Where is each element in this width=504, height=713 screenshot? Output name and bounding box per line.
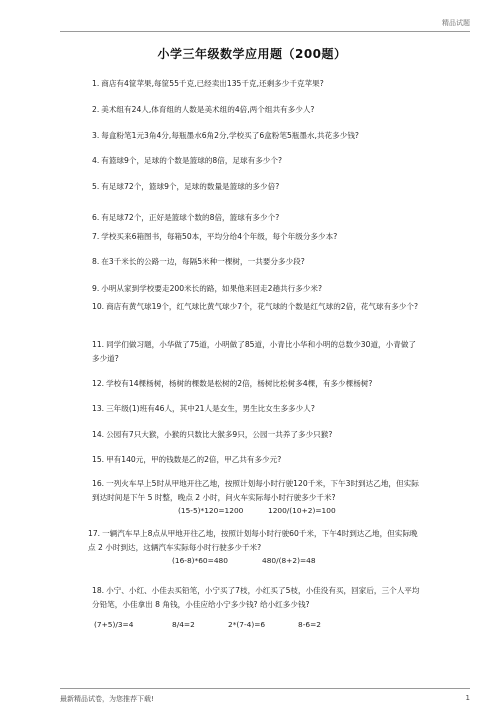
- answer-16-step-2: 1200/(10+2)=100: [268, 506, 336, 515]
- header-rule: [60, 31, 470, 32]
- question-12: 12. 学校有14棵杨树，杨树的棵数是松树的2倍，杨树比松树多4棵，有多少棵杨树?: [92, 379, 373, 388]
- footer-note: 最新精品试卷，为您推荐下载!: [60, 695, 154, 703]
- answer-18-step-2: 8/4=2: [172, 620, 195, 629]
- question-4: 4. 有篮球9个，足球的个数是篮球的8倍，足球有多少个?: [92, 156, 283, 165]
- question-1: 1. 商店有4筐苹果,每筐55千克,已经卖出135千克,还剩多少千克苹果?: [92, 79, 324, 88]
- question-8: 8. 在3千米长的公路一边，每隔5米种一棵树，一共要分多少段?: [92, 257, 305, 266]
- answer-18-step-4: 8-6=2: [298, 620, 321, 629]
- header-label: 精品试题: [442, 19, 470, 27]
- question-18: 18. 小宁、小红、小佳去买铅笔，小宁买了7枝，小红买了5枝，小佳没有买，回家后，三个人平均分铅笔，小佳拿出 8 角钱，小佳应给小宁多少钱? 给小红多少钱?: [92, 586, 420, 609]
- answer-18-step-3: 2*(7-4)=6: [228, 620, 266, 629]
- question-2: 2. 美术组有24人,体育组的人数是美术组的4倍,两个组共有多少人?: [92, 105, 315, 114]
- question-10: 10. 商店有黄气球19个，红气球比黄气球少7个，花气球的个数是红气球的2倍，花气球有多少个?: [92, 302, 418, 311]
- answer-18-step-1: (7+5)/3=4: [94, 620, 134, 629]
- footer-rule: [60, 688, 470, 689]
- question-16: 16. 一列火车早上5时从甲地开往乙地，按照计划每小时行驶120千米，下午3时到达乙地，但实际到达时间是下午 5 时整，晚点 2 小时，问火车实际每小时行驶多少千米?: [92, 479, 419, 502]
- answer-16-step-1: (15-5)*120=1200: [178, 506, 244, 515]
- question-11: 11. 同学们做习题，小华做了75道，小明做了85道，小青比小华和小明的总数少30道，小青做了多少道?: [92, 340, 417, 363]
- page-number: 1: [465, 694, 470, 702]
- question-13: 13. 三年级(1)班有46人，其中21人是女生，男生比女生多多少人?: [92, 404, 315, 413]
- question-17: 17. 一辆汽车早上8点从甲地开往乙地，按照计划每小时行驶60千米，下午4时到达乙地，但实际晚点 2 小时到达，这辆汽车实际每小时行驶多少千米?: [88, 529, 418, 552]
- question-14: 14. 公园有7只大猴，小猴的只数比大猴多9只，公园一共养了多少只猴?: [92, 430, 333, 439]
- question-7: 7. 学校买来6箱图书，每箱50本，平均分给4个年级，每个年级分多少本?: [92, 232, 338, 241]
- page-title: 小学三年级数学应用题（200题）: [157, 47, 347, 61]
- answer-17-step-1: (16-8)*60=480: [172, 556, 228, 565]
- question-5: 5. 有足球72个，篮球9个，足球的数量是篮球的多少倍?: [92, 182, 280, 191]
- question-15: 15. 甲有140元，甲的钱数是乙的2倍，甲乙共有多少元?: [92, 455, 282, 464]
- question-6: 6. 有足球72个，正好是篮球个数的8倍，篮球有多少个?: [92, 213, 280, 222]
- question-3: 3. 每盒粉笔1元3角4分,每瓶墨水6角2分,学校买了6盒粉笔5瓶墨水,共花多少钱?: [92, 131, 359, 140]
- question-9: 9. 小明从家到学校要走200米长的路，如果他来回走2趟共行多少米?: [92, 284, 323, 293]
- answer-17-step-2: 480/(8+2)=48: [262, 556, 316, 565]
